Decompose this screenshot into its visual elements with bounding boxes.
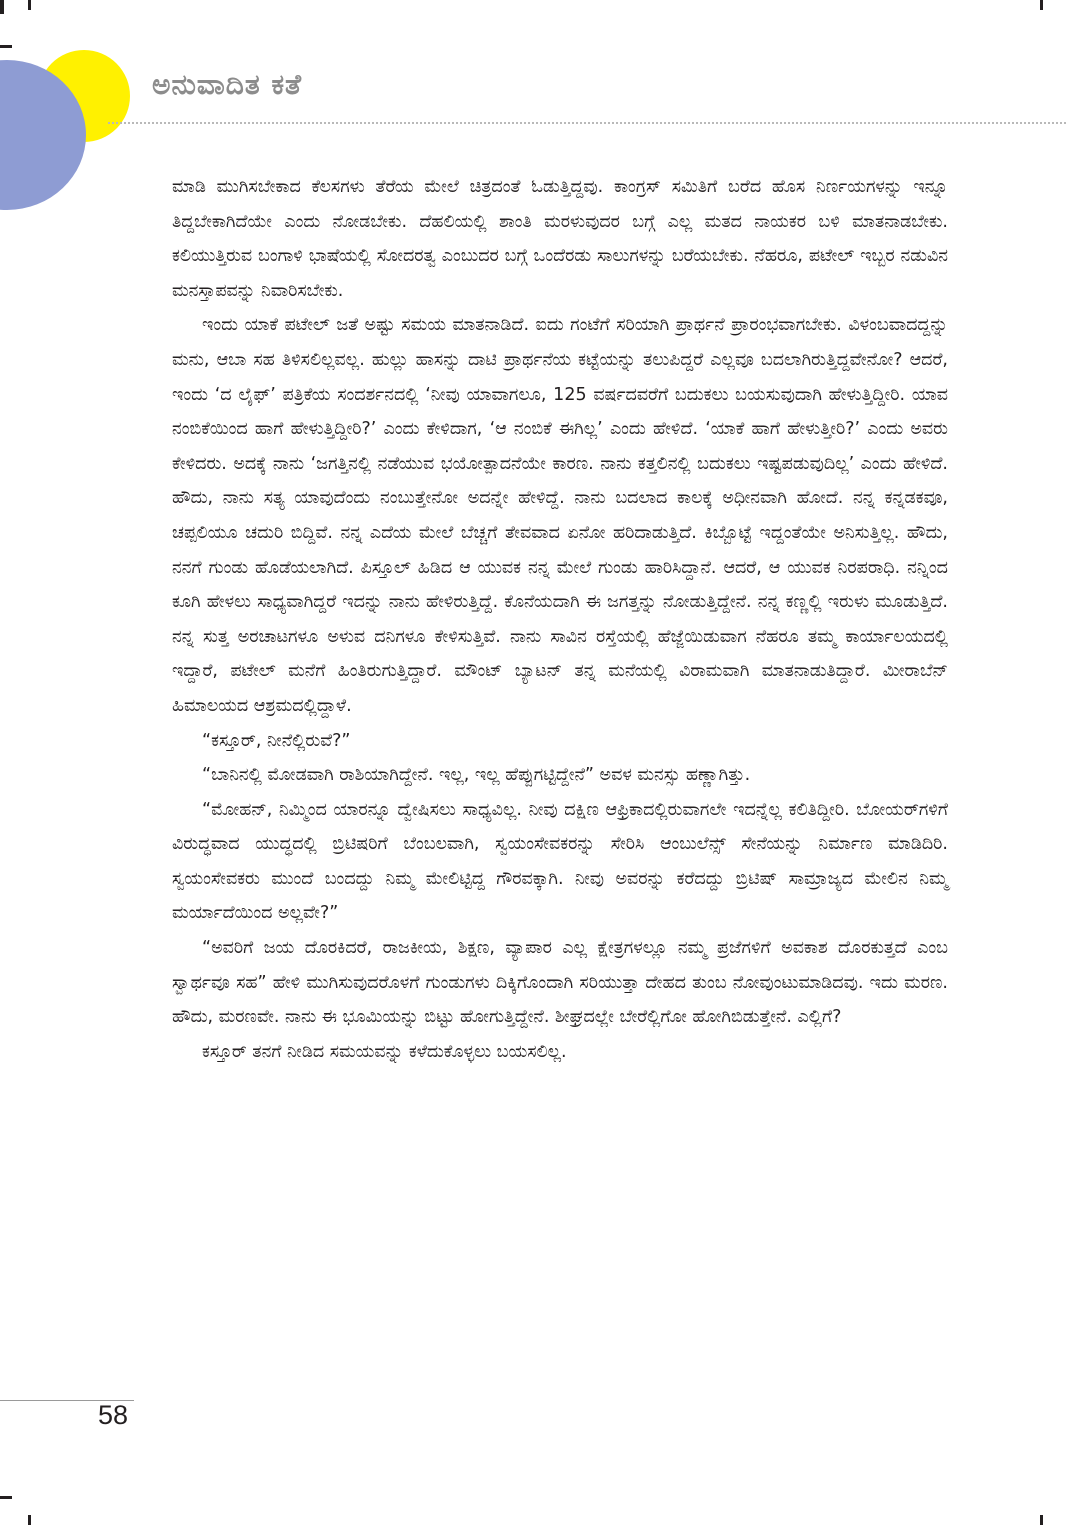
story-body (172, 170, 948, 1069)
paragraph: “ಬಾನಿನಲ್ಲಿ ಮೋಡವಾಗಿ ರಾಶಿಯಾಗಿದ್ದೇನೆ. ಇಲ್ಲ, ಇಲ್ಲ ಹೆಪ್ಪುಗಟ್ಟಿದ್ದೇನೆ” ಅವಳ ಮನಸ್ಸು ಹಣ್ಣಾಗಿತ್ತು. (202, 765, 751, 786)
crop-mark-top-right (1040, 0, 1043, 10)
crop-mark-top-left (0, 0, 4, 14)
crop-mark-bottom-left (0, 1496, 12, 1499)
section-title: ಅನುವಾದಿತ ಕತೆ (152, 68, 303, 101)
paragraph: “ಮೋಹನ್, ನಿಮ್ಮಿಂದ ಯಾರನ್ನೂ ದ್ವೇಷಿಸಲು ಸಾಧ್ಯವಿಲ್ಲ. ನೀವು ದಕ್ಷಿಣ ಆಫ್ರಿಕಾದಲ್ಲಿರುವಾಗಲೇ ಇದನ್ನೆಲ್ಲ ಕಲಿತಿದ್ದೀರಿ. ಬೋಯರ್‌ಗಳಿಗೆ ವಿರುದ್ಧವಾದ ಯುದ್ಧದಲ್ಲಿ ಬ್ರಿಟಿಷರಿಗೆ ಬೆಂಬಲವಾಗಿ, ಸ್ವಯಂಸೇವಕರನ್ನು ಸೇರಿಸಿ ಆಂಬುಲೆನ್ಸ್ ಸೇನೆಯನ್ನು ನಿರ್ಮಾಣ ಮಾಡಿದಿರಿ. ಸ್ವಯಂಸೇವಕರು ಮುಂದೆ ಬಂದದ್ದು ನಿಮ್ಮ ಮೇಲಿಟ್ಟಿದ್ದ ಗೌರವಕ್ಕಾಗಿ. ನೀವು ಅವರನ್ನು ಕರೆದದ್ದು ಬ್ರಿಟಿಷ್ ಸಾಮ್ರಾಜ್ಯದ ಮೇಲಿನ ನಿಮ್ಮ ಮರ್ಯಾದೆಯಿಂದ ಅಲ್ಲವೇ?” (172, 799, 948, 924)
paragraph: ಕಸ್ತೂರ್ ತನಗೆ ನೀಡಿದ ಸಮಯವನ್ನು ಕಳೆದುಕೊಳ್ಳಲು ಬಯಸಲಿಲ್ಲ. (202, 1041, 567, 1062)
paragraph: ಮಾಡಿ ಮುಗಿಸಬೇಕಾದ ಕೆಲಸಗಳು ತೆರೆಯ ಮೇಲೆ ಚಿತ್ರದಂತೆ ಓಡುತ್ತಿದ್ದವು. ಕಾಂಗ್ರಸ್ ಸಮಿತಿಗೆ ಬರೆದ ಹೊಸ ನಿರ್ಣಯಗಳನ್ನು ಇನ್ನೂ ತಿದ್ದಬೇಕಾಗಿದೆಯೇ ಎಂದು ನೋಡಬೇಕು. ದೆಹಲಿಯಲ್ಲಿ ಶಾಂತಿ ಮರಳುವುದರ ಬಗ್ಗೆ ಎಲ್ಲ ಮತದ ನಾಯಕರ ಬಳಿ ಮಾತನಾಡಬೇಕು. ಕಲಿಯುತ್ತಿರುವ ಬಂಗಾಳಿ ಭಾಷೆಯಲ್ಲಿ ಸೋದರತ್ವ ಎಂಬುದರ ಬಗ್ಗೆ ಒಂದೆರಡು ಸಾಲುಗಳನ್ನು ಬರೆಯಬೇಕು. ನೆಹರೂ, ಪಟೇಲ್ ಇಬ್ಬರ ನಡುವಿನ ಮನಸ್ತಾಪವನ್ನು ನಿವಾರಿಸಬೇಕು. (172, 177, 948, 301)
page-number: 58 (98, 1400, 129, 1430)
paragraph: “ಅವರಿಗೆ ಜಯ ದೊರಕಿದರೆ, ರಾಜಕೀಯ, ಶಿಕ್ಷಣ, ವ್ಯಾಪಾರ ಎಲ್ಲ ಕ್ಷೇತ್ರಗಳಲ್ಲೂ ನಮ್ಮ ಪ್ರಜೆಗಳಿಗೆ ಅವಕಾಶ ದೊರಕುತ್ತದೆ ಎಂಬ ಸ್ವಾರ್ಥವೂ ಸಹ” ಹೇಳಿ ಮುಗಿಸುವುದರೊಳಗೆ ಗುಂಡುಗಳು ದಿಕ್ಕಿಗೊಂದಾಗಿ ಸರಿಯುತ್ತಾ ದೇಹದ ತುಂಬ ನೋವುಂಟುಮಾಡಿದವು. ಇದು ಮರಣ. ಹೌದು, ಮರಣವೇ. ನಾನು ಈ ಭೂಮಿಯನ್ನು ಬಿಟ್ಟು ಹೋಗುತ್ತಿದ್ದೇನೆ. ಶೀಘ್ರದಲ್ಲೇ ಬೇರೆಲ್ಲಿಗೋ ಹೋಗಿಬಿಡುತ್ತೇನೆ. ಎಲ್ಲಿಗೆ? (172, 938, 948, 1028)
crop-mark-left (0, 45, 12, 48)
paragraph: “ಕಸ್ತೂರ್, ನೀನೆಲ್ಲಿರುವೆ?” (202, 730, 351, 751)
paragraph: ಇಂದು ಯಾಕೆ ಪಟೇಲ್ ಜತೆ ಅಷ್ಟು ಸಮಯ ಮಾತನಾಡಿದೆ. ಐದು ಗಂಟೆಗೆ ಸರಿಯಾಗಿ ಪ್ರಾರ್ಥನೆ ಪ್ರಾರಂಭವಾಗಬೇಕು. ವಿಳಂಬವಾದದ್ದನ್ನು ಮನು, ಆಬಾ ಸಹ ತಿಳಿಸಲಿಲ್ಲವಲ್ಲ. ಹುಲ್ಲು ಹಾಸನ್ನು ದಾಟಿ ಪ್ರಾರ್ಥನೆಯ ಕಟ್ಟೆಯನ್ನು ತಲುಪಿದ್ದರೆ ಎಲ್ಲವೂ ಬದಲಾಗಿರುತ್ತಿದ್ದವೇನೋ? ಆದರೆ, ಇಂದು ‘ದ ಲೈಫ್’ ಪತ್ರಿಕೆಯ ಸಂದರ್ಶನದಲ್ಲಿ ‘ನೀವು ಯಾವಾಗಲೂ, 125 ವರ್ಷದವರೆಗೆ ಬದುಕಲು ಬಯಸುವುದಾಗಿ ಹೇಳುತ್ತಿದ್ದೀರಿ. ಯಾವ ನಂಬಿಕೆಯಿಂದ ಹಾಗೆ ಹೇಳುತ್ತಿದ್ದೀರಿ?’ ಎಂದು ಕೇಳಿದಾಗ, ‘ಆ ನಂಬಿಕೆ ಈಗಿಲ್ಲ’ ಎಂದು ಹೇಳಿದೆ. ‘ಯಾಕೆ ಹಾಗೆ ಹೇಳುತ್ತೀರಿ?’ ಎಂದು ಅವರು ಕೇಳಿದರು. ಅದಕ್ಕೆ ನಾನು ‘ಜಗತ್ತಿನಲ್ಲಿ ನಡೆಯುವ ಭಯೋತ್ಪಾದನೆಯೇ ಕಾರಣ. ನಾನು ಕತ್ತಲಿನಲ್ಲಿ ಬದುಕಲು ಇಷ್ಟಪಡುವುದಿಲ್ಲ’ ಎಂದು ಹೇಳಿದೆ. ಹೌದು, ನಾನು ಸತ್ಯ ಯಾವುದೆಂದು ನಂಬುತ್ತೇನೋ ಅದನ್ನೇ ಹೇಳಿದ್ದೆ. ನಾನು ಬದಲಾದ ಕಾಲಕ್ಕೆ ಅಧೀನವಾಗಿ ಹೋದೆ. ನನ್ನ ಕನ್ನಡಕವೂ, ಚಪ್ಪಲಿಯೂ ಚದುರಿ ಬಿದ್ದಿವೆ. ನನ್ನ ಎದೆಯ ಮೇಲೆ ಬೆಚ್ಚಗೆ ತೇವವಾದ ಏನೋ ಹರಿದಾಡುತ್ತಿದೆ. ಕಿಬ್ಬೊಟ್ಟೆ ಇದ್ದಂತೆಯೇ ಅನಿಸುತ್ತಿಲ್ಲ. ಹೌದು, ನನಗೆ ಗುಂಡು ಹೊಡೆಯಲಾಗಿದೆ. ಪಿಸ್ತೂಲ್ ಹಿಡಿದ ಆ ಯುವಕ ನನ್ನ ಮೇಲೆ ಗುಂಡು ಹಾರಿಸಿದ್ದಾನೆ. ಆದರೆ, ಆ ಯುವಕ ನಿರಪರಾಧಿ. ನನ್ನಿಂದ ಕೂಗಿ ಹೇಳಲು ಸಾಧ್ಯವಾಗಿದ್ದರೆ ಇದನ್ನು ನಾನು ಹೇಳಿರುತ್ತಿದ್ದೆ. ಕೊನೆಯದಾಗಿ ಈ ಜಗತ್ತನ್ನು ನೋಡುತ್ತಿದ್ದೇನೆ. ನನ್ನ ಕಣ್ಣಲ್ಲಿ ಇರುಳು ಮೂಡುತ್ತಿದೆ. ನನ್ನ ಸುತ್ತ ಅರಚಾಟಗಳೂ ಅಳುವ ದನಿಗಳೂ ಕೇಳಿಸುತ್ತಿವೆ. ನಾನು ಸಾವಿನ ರಸ್ತೆಯಲ್ಲಿ ಹೆಜ್ಜೆಯಿಡುವಾಗ ನೆಹರೂ ತಮ್ಮ ಕಾರ್ಯಾಲಯದಲ್ಲಿ ಇದ್ದಾರೆ, ಪಟೇಲ್ ಮನೆಗೆ ಹಿಂತಿರುಗುತ್ತಿದ್ದಾರೆ. ಮೌಂಟ್ ಬ್ಯಾಟನ್ ತನ್ನ ಮನೆಯಲ್ಲಿ ವಿರಾಮವಾಗಿ ಮಾತನಾಡುತಿದ್ದಾರೆ. ಮೀರಾಬೆನ್ ಹಿಮಾಲಯದ ಆಶ್ರಮದಲ್ಲಿದ್ದಾಳೆ. (172, 315, 948, 716)
header-dotted-rule (108, 122, 1066, 124)
crop-mark-bottom-center (28, 1515, 31, 1525)
crop-mark-top-center (28, 0, 31, 10)
crop-mark-bottom-right (1040, 1515, 1043, 1525)
